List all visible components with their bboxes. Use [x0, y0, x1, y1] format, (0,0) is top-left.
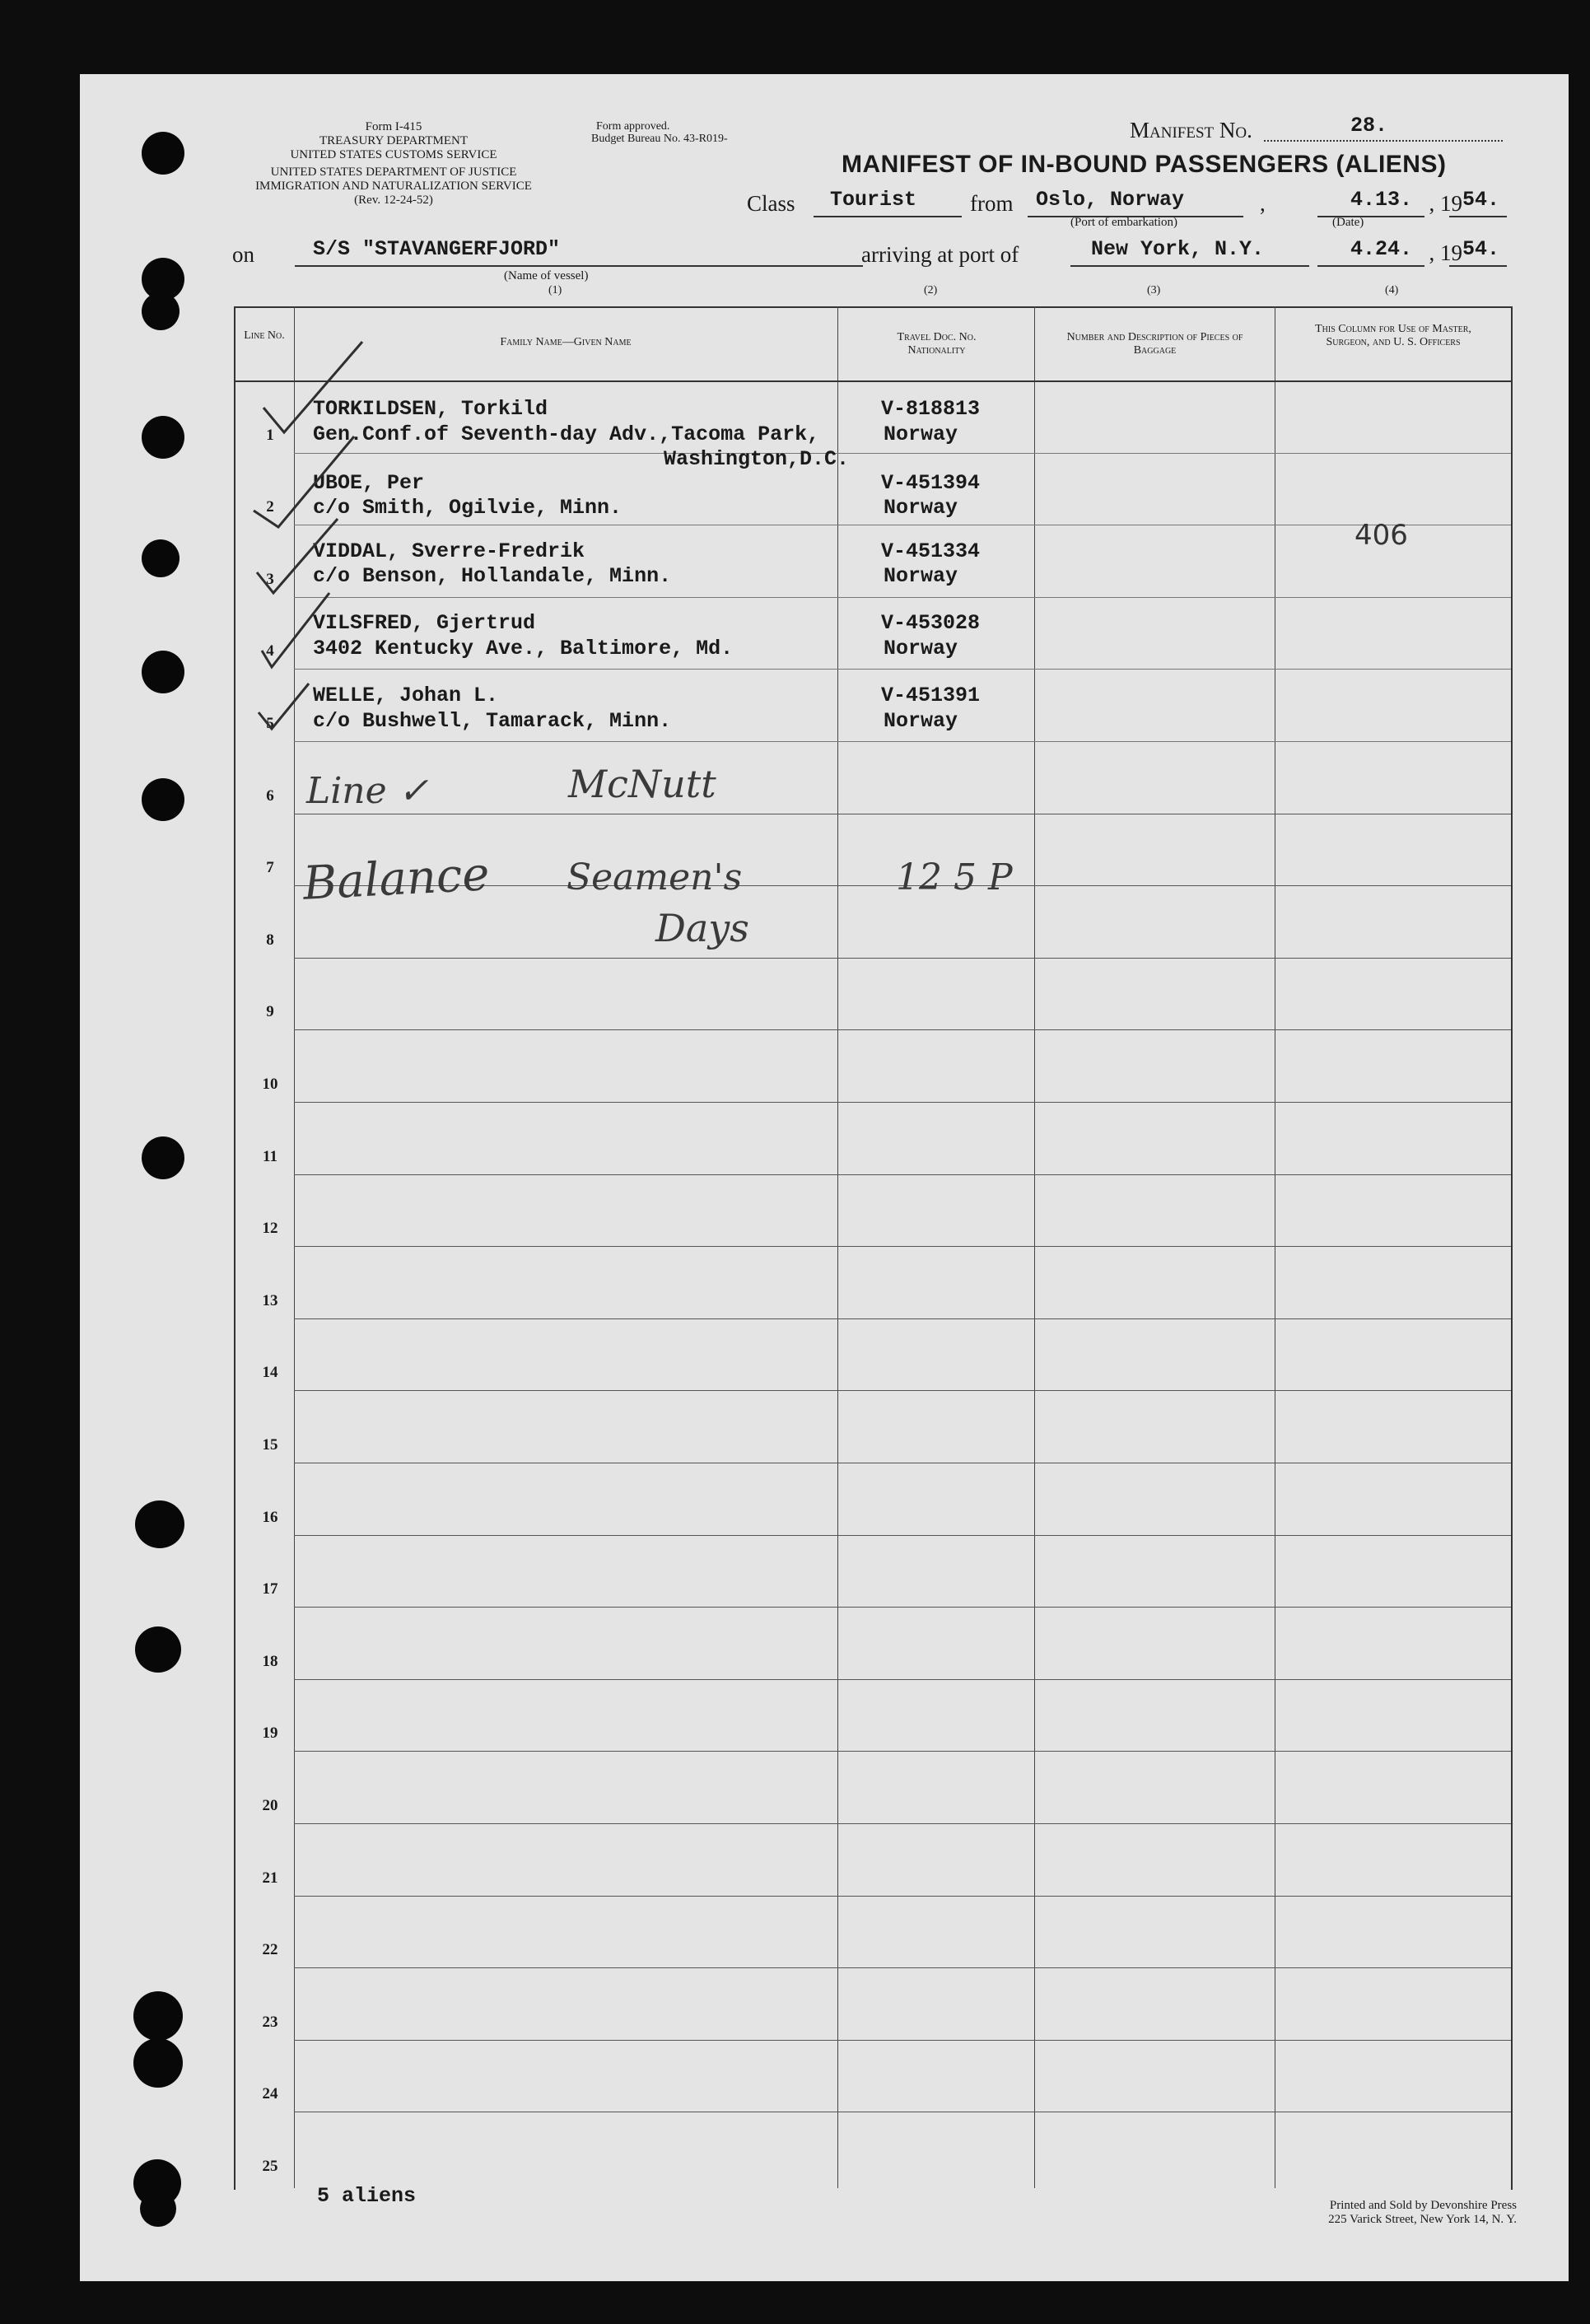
line-number: 12	[262, 1220, 278, 1238]
row-4-address: 3402 Kentucky Ave., Baltimore, Md.	[313, 637, 734, 660]
row-1-nationality: Norway	[884, 422, 958, 446]
line-number: 19	[262, 1724, 278, 1743]
handwriting-seamens: Seamen's	[567, 856, 743, 898]
from-caption: (Port of embarkation)	[1070, 216, 1177, 229]
row-1-address: Gen.Conf.of Seventh-day Adv.,Tacoma Park,	[313, 422, 820, 446]
depart-year-prefix: , 19	[1429, 191, 1462, 216]
row-divider	[294, 1607, 1511, 1608]
line-number: 21	[262, 1869, 278, 1887]
row-divider	[294, 958, 1511, 959]
binder-hole	[142, 539, 180, 577]
line-number: 5	[266, 715, 274, 732]
row-1-name: TORKILDSEN, Torkild	[313, 397, 548, 421]
arrival-port: New York, N.Y.	[1091, 237, 1265, 261]
row-divider	[294, 1896, 1511, 1897]
col-3-caption: (3)	[1147, 284, 1161, 296]
on-label: on	[232, 242, 254, 267]
col-1-caption: (1)	[548, 284, 562, 296]
row-3-nationality: Norway	[884, 564, 958, 588]
line-number: 7	[266, 859, 274, 877]
binder-hole	[135, 1500, 184, 1548]
comma: ,	[1260, 191, 1266, 216]
row-4-doc: V-453028	[881, 611, 981, 635]
row-divider	[294, 1679, 1511, 1680]
binder-hole	[142, 132, 184, 175]
line-number: 18	[262, 1652, 278, 1670]
col-2-caption: (2)	[924, 284, 938, 296]
manifest-no-value: 28.	[1350, 114, 1388, 138]
justice-dept: UNITED STATES DEPARTMENT OF JUSTICE	[270, 166, 517, 179]
binder-hole	[142, 416, 184, 459]
form-number: Form I-415	[365, 120, 422, 133]
binder-hole	[142, 651, 184, 693]
line-number: 9	[266, 1003, 274, 1021]
row-divider	[294, 1535, 1511, 1536]
row-5-doc: V-451391	[881, 684, 981, 707]
manifest-no-label: Manifest No.	[1130, 118, 1252, 142]
line-number: 23	[262, 2013, 278, 2031]
row-divider	[294, 1029, 1511, 1030]
line-number: 16	[262, 1508, 278, 1526]
handwriting-days: Days	[655, 906, 749, 950]
binder-hole	[140, 2191, 176, 2227]
printer-line-2: 225 Varick Street, New York 14, N. Y.	[1328, 2213, 1517, 2226]
printer-info	[1229, 2199, 1517, 2227]
binder-hole	[133, 1991, 183, 2041]
page-title: MANIFEST OF IN-BOUND PASSENGERS (ALIENS)	[842, 151, 1447, 178]
header-travel-doc: Travel Doc. No. Nationality	[897, 331, 977, 357]
row-divider	[294, 741, 1511, 742]
row-divider	[294, 1246, 1511, 1247]
row-divider	[294, 1967, 1511, 1968]
line-number: 6	[266, 786, 274, 805]
line-number: 13	[262, 1291, 278, 1309]
row-divider	[294, 2040, 1511, 2041]
depart-year: 54.	[1462, 188, 1500, 212]
row-2-address: c/o Smith, Ogilvie, Minn.	[313, 496, 622, 520]
row-divider	[294, 669, 1511, 670]
handwriting-signature: McNutt	[568, 762, 716, 806]
passenger-table	[234, 306, 1513, 2190]
handwriting-note: 12 5 P	[896, 856, 1013, 898]
row-divider	[294, 1318, 1511, 1319]
row-divider	[294, 1823, 1511, 1824]
row-3-name: VIDDAL, Sverre-Fredrik	[313, 539, 585, 563]
row-2-doc: V-451394	[881, 471, 981, 495]
row-divider	[294, 1102, 1511, 1103]
line-number: 17	[262, 1580, 278, 1598]
stamp-number: 406	[1355, 519, 1408, 552]
date-caption: (Date)	[1332, 216, 1364, 229]
row-1-address-2: Washington,D.C.	[664, 447, 850, 471]
binder-hole	[133, 2038, 183, 2088]
row-4-nationality: Norway	[884, 637, 958, 660]
line-number: 14	[262, 1364, 278, 1382]
handwriting-balance: Balance	[301, 847, 491, 911]
arrive-year-prefix: , 19	[1429, 240, 1462, 265]
binder-hole	[142, 778, 184, 821]
row-5-name: WELLE, Johan L.	[313, 684, 499, 707]
line-number: 10	[262, 1076, 278, 1093]
row-5-address: c/o Bushwell, Tamarack, Minn.	[313, 709, 672, 733]
line-number: 22	[262, 1941, 278, 1959]
printer-line-1: Printed and Sold by Devonshire Press	[1329, 2199, 1517, 2212]
budget-bureau-no: Budget Bureau No. 43-R019-	[591, 133, 728, 145]
revision-date: (Rev. 12-24-52)	[354, 194, 433, 207]
line-number: 24	[262, 2085, 278, 2103]
row-2-nationality: Norway	[884, 496, 958, 520]
form-block	[221, 120, 567, 208]
binder-hole	[142, 1136, 184, 1179]
class-label: Class	[747, 191, 795, 216]
line-number: 25	[262, 2158, 278, 2175]
binder-hole	[142, 292, 180, 330]
header-name: Family Name—Given Name	[500, 336, 632, 348]
arrive-date: 4.24.	[1350, 237, 1413, 261]
row-3-doc: V-451334	[881, 539, 981, 563]
total-aliens: 5 aliens	[317, 2184, 417, 2208]
line-number: 3	[266, 570, 274, 588]
line-number: 4	[266, 642, 274, 660]
header-baggage: Number and Description of Pieces of Baggage	[1066, 331, 1243, 357]
row-2-name: UBOE, Per	[313, 471, 425, 495]
row-divider	[294, 1174, 1511, 1175]
header-line-no: Line No.	[244, 329, 285, 342]
row-divider	[294, 1390, 1511, 1391]
header-officers: This Column for Use of Master, Surgeon, and U. S. Officers	[1315, 323, 1471, 348]
handwriting-line: Line ✓	[306, 770, 429, 812]
col-4-caption: (4)	[1385, 284, 1399, 296]
row-divider	[294, 453, 1511, 454]
treasury-dept: TREASURY DEPARTMENT	[319, 134, 469, 147]
binder-hole	[135, 1626, 181, 1673]
row-divider	[294, 597, 1511, 598]
vessel-caption: (Name of vessel)	[504, 269, 589, 282]
row-5-nationality: Norway	[884, 709, 958, 733]
arriving-label: arriving at port of	[861, 242, 1019, 267]
customs-service: UNITED STATES CUSTOMS SERVICE	[290, 148, 497, 161]
arrive-year: 54.	[1462, 237, 1500, 261]
row-divider	[294, 1751, 1511, 1752]
from-label: from	[970, 191, 1014, 216]
row-4-name: VILSFRED, Gjertrud	[313, 611, 536, 635]
vessel-name: S/S "STAVANGERFJORD"	[313, 237, 561, 261]
ins-service: IMMIGRATION AND NATURALIZATION SERVICE	[255, 180, 532, 193]
class-value: Tourist	[830, 188, 917, 212]
from-value: Oslo, Norway	[1036, 188, 1185, 212]
depart-date: 4.13.	[1350, 188, 1413, 212]
line-number: 15	[262, 1436, 278, 1454]
row-3-address: c/o Benson, Hollandale, Minn.	[313, 564, 672, 588]
approval-block	[591, 120, 728, 145]
form-approved: Form approved.	[596, 120, 670, 133]
line-number: 1	[266, 426, 274, 444]
line-number: 2	[266, 498, 274, 516]
line-number: 8	[266, 931, 274, 949]
line-number: 11	[263, 1147, 277, 1165]
row-1-doc: V-818813	[881, 397, 981, 421]
line-number: 20	[262, 1797, 278, 1814]
check-marks	[239, 321, 403, 749]
